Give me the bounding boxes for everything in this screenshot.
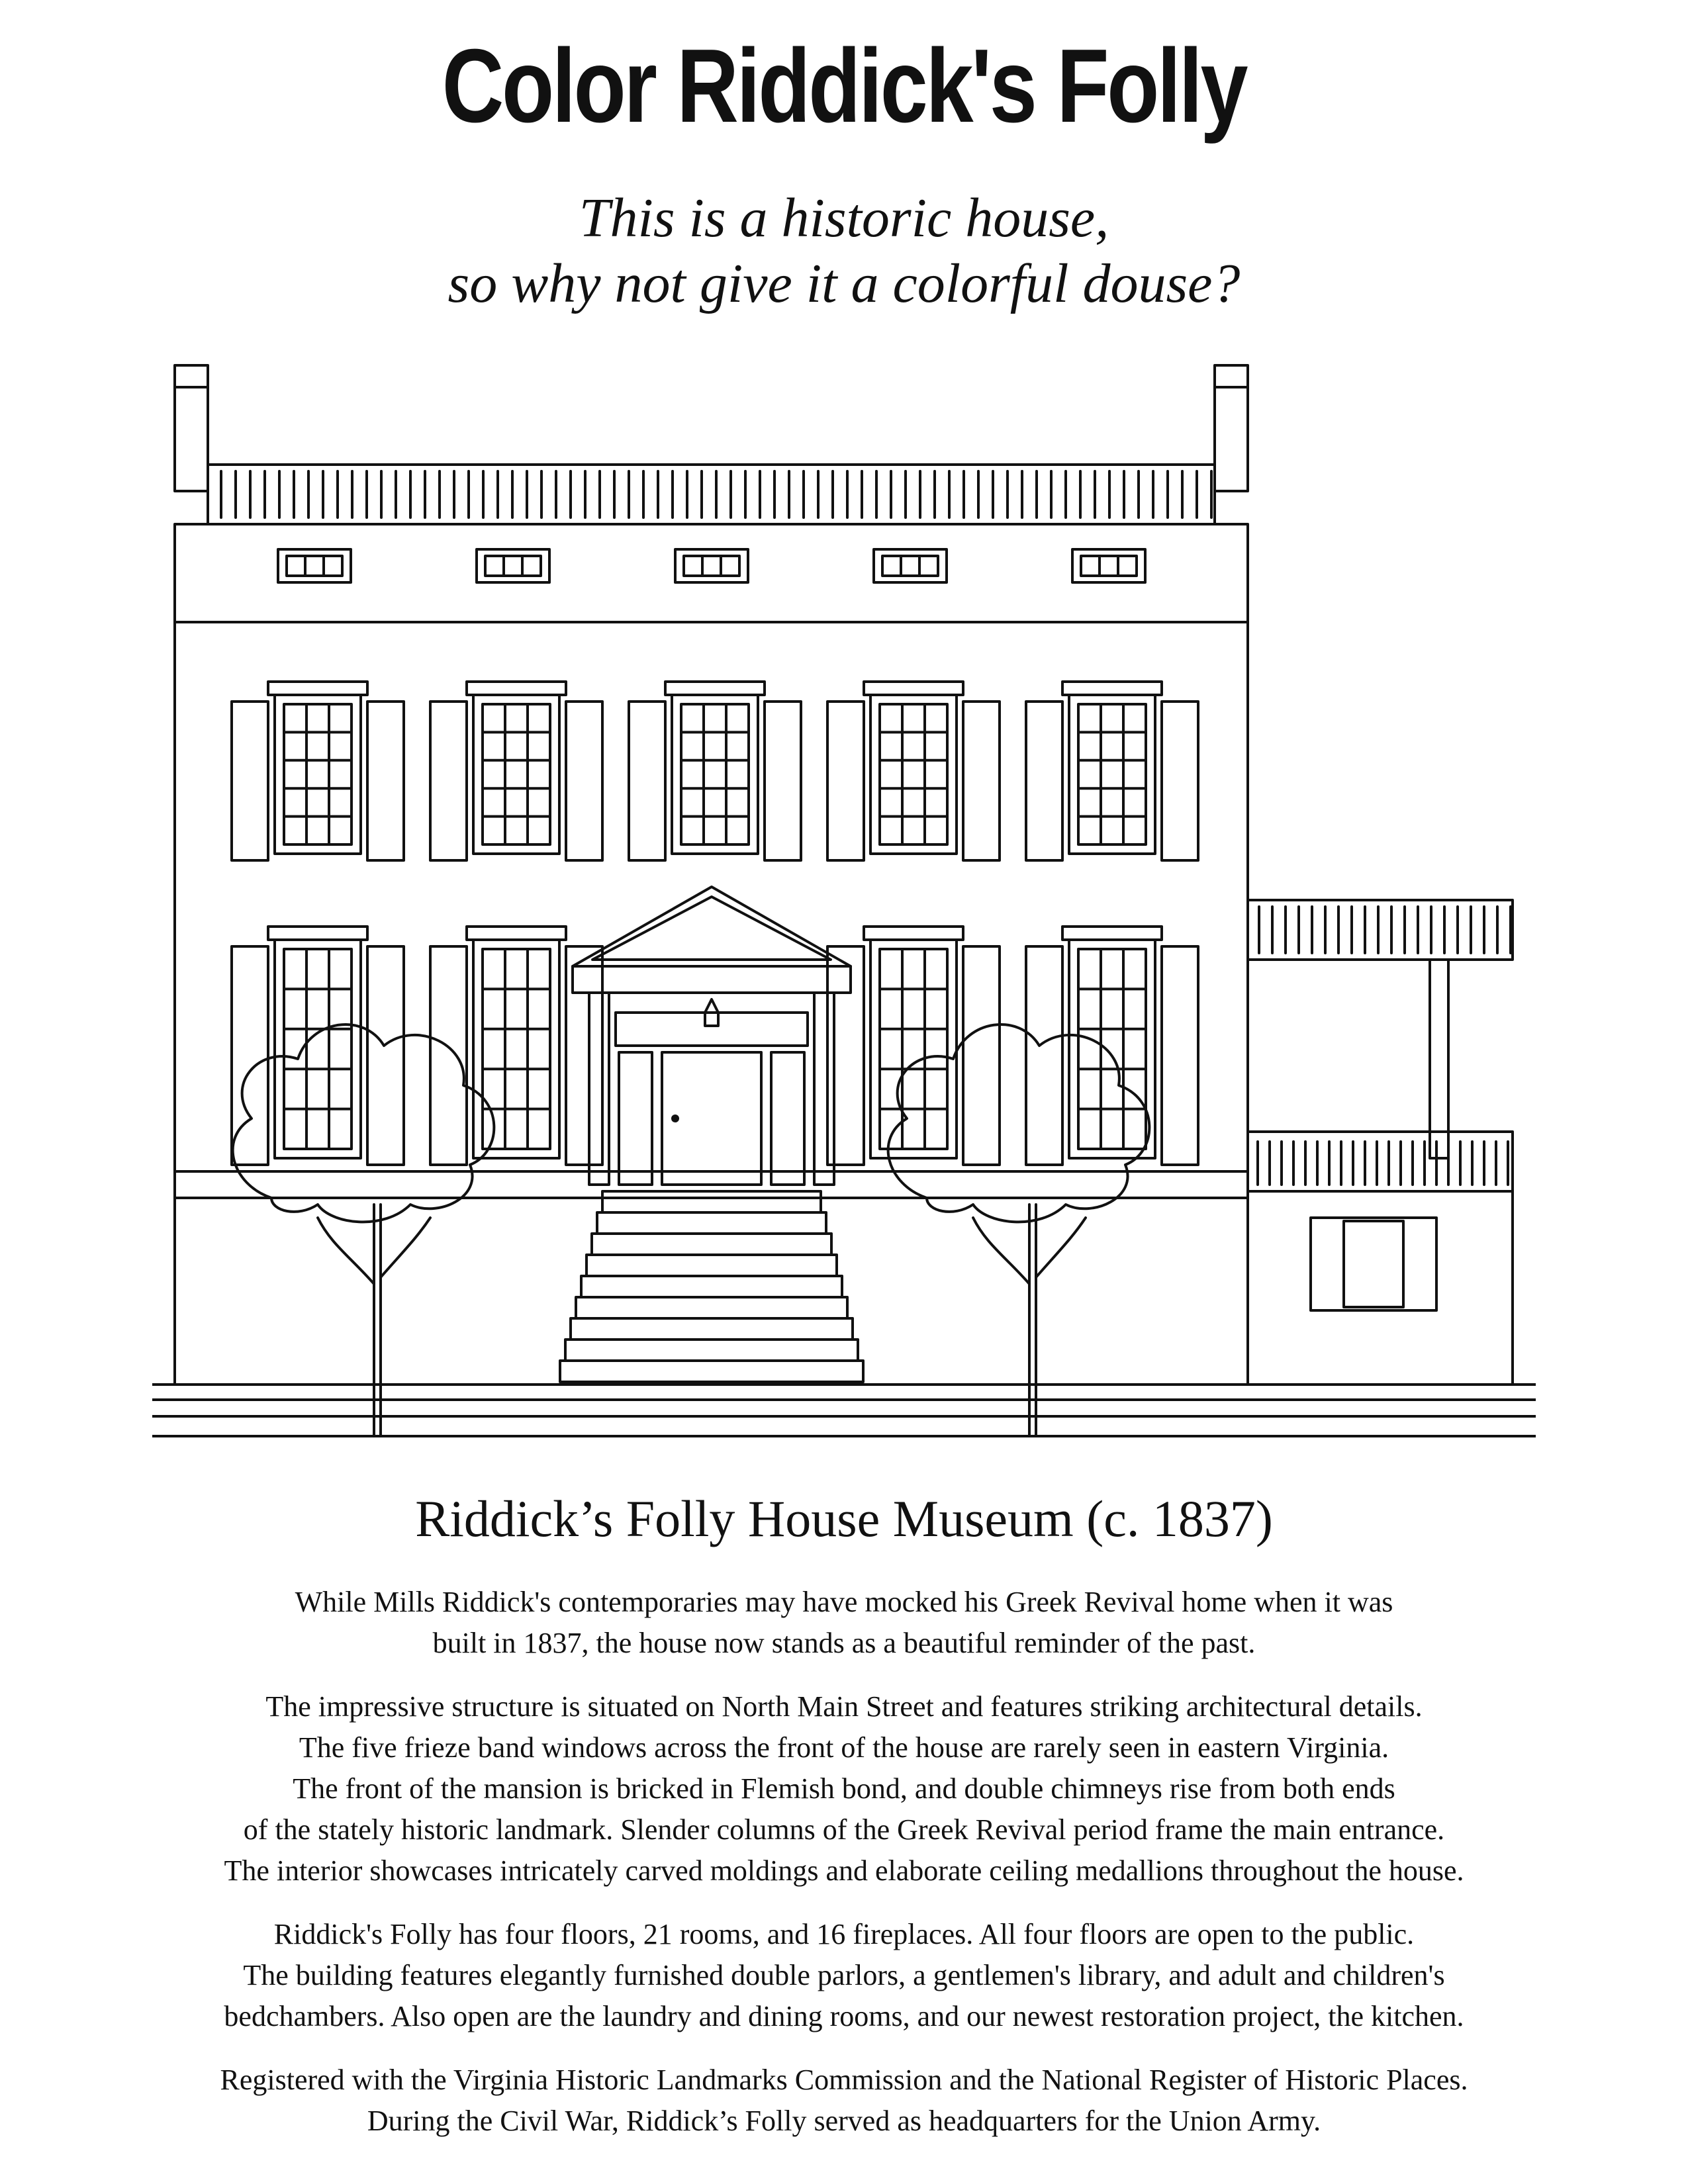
frieze-window <box>874 549 947 582</box>
shutter <box>629 702 665 860</box>
roof-cornice <box>208 465 1215 524</box>
shutter <box>566 702 602 860</box>
tagline-line: so why not give it a colorful douse? <box>447 253 1241 315</box>
frieze-window <box>1072 549 1145 582</box>
shutter <box>1026 946 1062 1165</box>
shutter <box>430 946 467 1165</box>
upper-window <box>827 682 1000 860</box>
tagline <box>0 185 1688 316</box>
text-line: Riddick's Folly has four floors, 21 rooms, and 16 fireplaces. All four floors are open to the public. <box>273 1918 1415 1950</box>
lower-window <box>1026 927 1198 1165</box>
frieze-window <box>278 549 351 582</box>
page-title: Color Riddick's Folly <box>442 28 1246 144</box>
upper-window <box>232 682 404 860</box>
side-porch <box>1248 900 1513 1385</box>
entrance-portico <box>573 887 851 1185</box>
paragraph <box>93 1686 1595 1891</box>
shutter <box>1162 702 1198 860</box>
paragraph <box>93 1914 1595 2037</box>
paragraph <box>93 1582 1595 1664</box>
text-line: The front of the mansion is bricked in Flemish bond, and double chimneys rise from both ends <box>293 1772 1395 1805</box>
shutter <box>1026 702 1062 860</box>
museum-heading: Riddick’s Folly House Museum (c. 1837) <box>415 1490 1273 1547</box>
text-line: bedchambers. Also open are the laundry and dining rooms, and our newest restoration project, the kitchen. <box>224 2000 1464 2032</box>
shutter <box>765 702 801 860</box>
shutter <box>367 946 404 1165</box>
right-chimney <box>1215 365 1248 491</box>
paragraph <box>93 2060 1595 2142</box>
left-tree <box>233 1024 494 1436</box>
text-line: of the stately historic landmark. Slender columns of the Greek Revival period frame the main entrance. <box>243 1813 1445 1846</box>
upper-window <box>1026 682 1198 860</box>
frieze-window <box>675 549 748 582</box>
shutter <box>232 702 268 860</box>
text-line: The impressive structure is situated on North Main Street and features striking architectural details. <box>265 1690 1423 1723</box>
shutter <box>827 702 864 860</box>
tagline-line: This is a historic house, <box>579 187 1109 249</box>
shutter <box>367 702 404 860</box>
house-illustration <box>152 357 1536 1443</box>
shutter <box>430 702 467 860</box>
shutter <box>963 946 1000 1165</box>
shutter <box>1162 946 1198 1165</box>
shutter <box>963 702 1000 860</box>
front-steps <box>560 1191 863 1382</box>
text-line: The building features elegantly furnished double parlors, a gentlemen's library, and adult and children's <box>243 1959 1445 1991</box>
text-line: During the Civil War, Riddick’s Folly served as headquarters for the Union Army. <box>367 2105 1321 2137</box>
upper-window <box>430 682 602 860</box>
lower-window <box>827 927 1000 1165</box>
left-chimney <box>175 365 208 491</box>
upper-window <box>629 682 801 860</box>
description <box>93 1582 1595 2164</box>
lower-window <box>430 927 602 1165</box>
text-line: While Mills Riddick's contemporaries may have mocked his Greek Revival home when it was <box>295 1586 1393 1618</box>
text-line: The five frieze band windows across the front of the house are rarely seen in eastern Virginia. <box>299 1731 1389 1764</box>
text-line: Registered with the Virginia Historic Landmarks Commission and the National Register of Historic Places. <box>220 2064 1468 2096</box>
frieze-window <box>477 549 549 582</box>
text-line: The interior showcases intricately carved moldings and elaborate ceiling medallions throughout the house. <box>224 1854 1464 1887</box>
text-line: built in 1837, the house now stands as a beautiful reminder of the past. <box>432 1627 1256 1659</box>
right-tree <box>888 1024 1150 1436</box>
lower-window <box>232 927 404 1165</box>
